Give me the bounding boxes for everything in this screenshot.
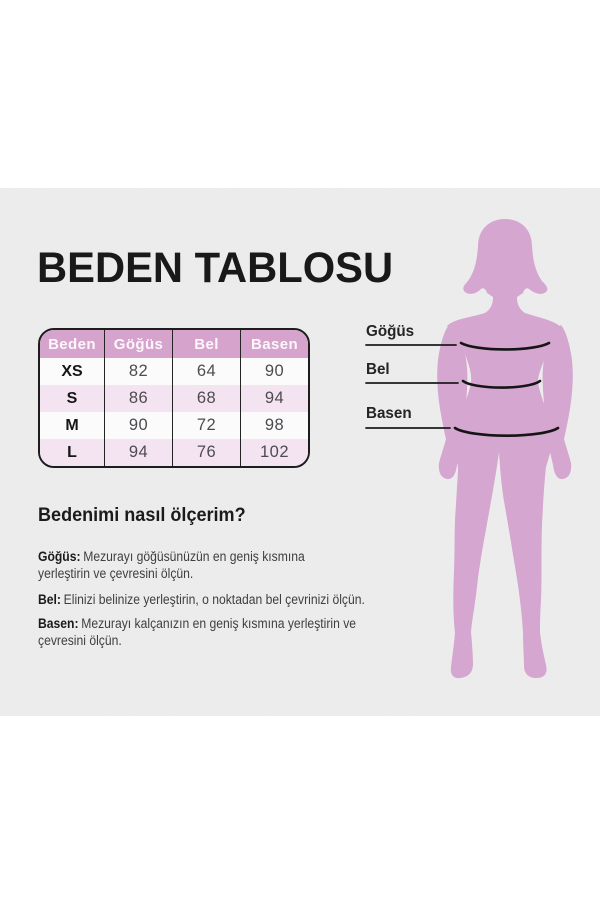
table-header-size: Beden bbox=[40, 330, 104, 358]
figure-label-hip: Basen bbox=[366, 405, 412, 422]
table-cell-size: M bbox=[40, 412, 104, 439]
instruction-waist-text: Elinizi belinize yerleştirin, o noktadan bel çevrinizi ölçün. bbox=[63, 592, 365, 607]
table-header-hip: Basen bbox=[240, 330, 308, 358]
table-cell-value: 98 bbox=[240, 412, 308, 439]
instruction-chest-text: Mezurayı göğüsünüzün en geniş kısmına yerleştirin ve çevresini ölçün. bbox=[38, 549, 305, 581]
table-cell-value: 76 bbox=[172, 439, 240, 466]
instruction-hip-label: Basen: bbox=[38, 616, 79, 631]
page-title: BEDEN TABLOSU bbox=[37, 244, 394, 292]
table-cell-size: L bbox=[40, 439, 104, 466]
table-cell-value: 94 bbox=[240, 385, 308, 412]
instruction-hip-text: Mezurayı kalçanızın en geniş kısmına yerleştirin ve çevresini ölçün. bbox=[38, 616, 357, 648]
table-cell-value: 82 bbox=[104, 358, 172, 385]
instruction-chest-label: Göğüs: bbox=[38, 549, 81, 564]
table-cell-value: 90 bbox=[104, 412, 172, 439]
size-table bbox=[38, 328, 310, 468]
table-cell-size: XS bbox=[40, 358, 104, 385]
instruction-waist bbox=[38, 592, 461, 609]
table-cell-value: 64 bbox=[172, 358, 240, 385]
table-header-waist: Bel bbox=[172, 330, 240, 358]
instructions-heading: Bedenimi nasıl ölçerim? bbox=[38, 505, 246, 526]
instruction-chest bbox=[38, 549, 335, 582]
table-cell-value: 90 bbox=[240, 358, 308, 385]
instruction-hip bbox=[38, 616, 394, 649]
table-cell-value: 86 bbox=[104, 385, 172, 412]
table-header-chest: Göğüs bbox=[104, 330, 172, 358]
instruction-waist-label: Bel: bbox=[38, 592, 61, 607]
table-cell-value: 94 bbox=[104, 439, 172, 466]
table-cell-value: 72 bbox=[172, 412, 240, 439]
figure-label-chest: Göğüs bbox=[366, 323, 415, 340]
table-cell-size: S bbox=[40, 385, 104, 412]
table-cell-value: 68 bbox=[172, 385, 240, 412]
table-cell-value: 102 bbox=[240, 439, 308, 466]
figure-label-waist: Bel bbox=[366, 361, 390, 378]
